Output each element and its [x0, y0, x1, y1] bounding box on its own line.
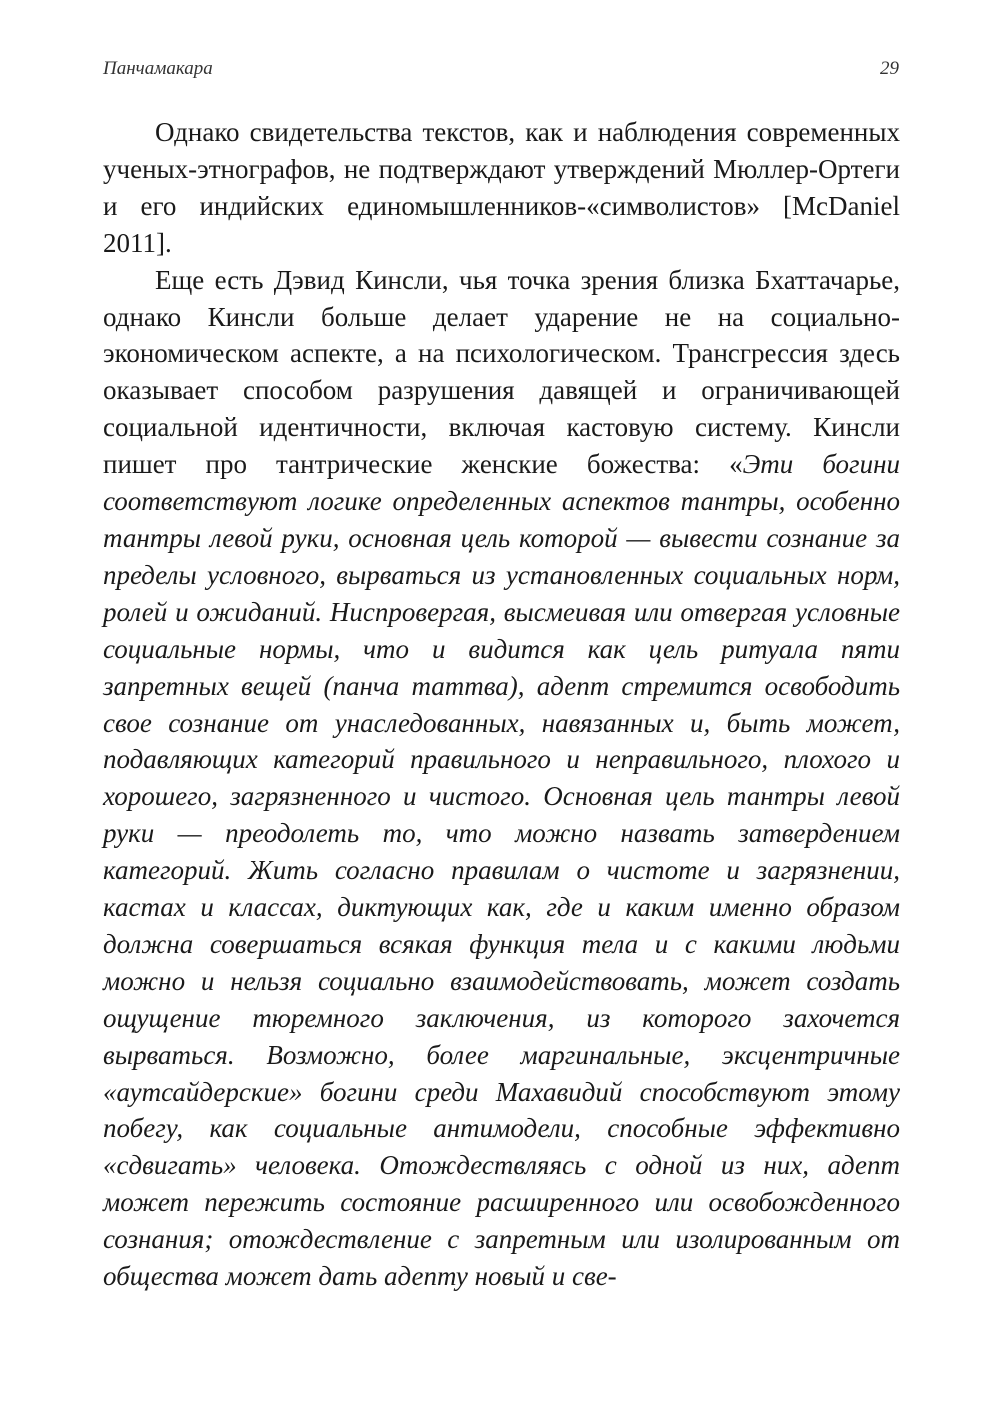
running-title: Панчамакара	[103, 58, 213, 79]
body-text	[103, 114, 900, 1295]
page-number: 29	[880, 58, 899, 79]
kinsley-quote: Эти богини соответствуют логике определенных аспектов тантры, особенно тантры левой руки, основная цель которой — вывести сознание за пределы условного, вырваться из установленных социальных норм, ролей и ожиданий. Ниспровергая, высмеивая или отвергая условные социальные нормы, что и видится как цель ритуала пяти запретных вещей (панча таттва), адепт стремится освободить свое сознание от унаследованных, навязанных и, быть может, подавляющих категорий правильного и неправильного, плохого и хорошего, загрязненного и чистого. Основная цель тантры левой руки — преодолеть то, что можно назвать затвердением категорий. Жить согласно правилам о чистоте и загрязнении, кастах и классах, диктующих как, где и каким именно образом должна совершаться всякая функция тела и с какими людьми можно и нельзя социально взаимодействовать, может создать ощущение тюремного заключения, из которого захочется вырваться. Возможно, более маргинальные, эксцентричные «аутсайдерские» богини среди Махавидий способствуют этому побегу, как социальные антимодели, способные эффективно «сдвигать» человека. Отождествляясь с одной из них, адепт может пережить состояние расширенного или освобожденного сознания; отождествление с запретным или изолированным от общества может дать адепту новый и све-	[103, 449, 900, 1292]
paragraph-2-intro: Еще есть Дэвид Кинсли, чья точка зрения близка Бхаттачарье, однако Кинсли больше делает ударение не на социально-экономическом аспекте, а на психологическом. Трансгрессия здесь оказывает способом разрушения давящей и ограничивающей социальной идентичности, включая кастовую систему. Кинсли пишет про тантрические женские божества: «	[103, 264, 900, 480]
paragraph-2	[103, 262, 900, 1295]
paragraph-1: Однако свидетельства текстов, как и наблюдения современных ученых-этнографов, не подтверждают утверждений Мюллер-Ортеги и его индийских единомышленников-«символистов» [McDaniel 2011].	[103, 117, 900, 258]
running-head	[103, 58, 899, 84]
